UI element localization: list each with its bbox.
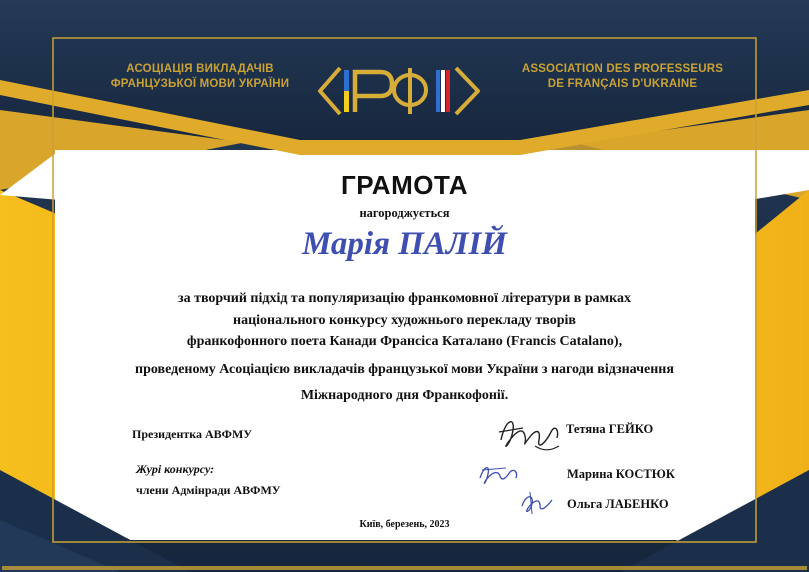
body-line-1: за творчий підхід та популяризацію франкомовної літератури в рамках <box>177 291 632 306</box>
body-line-5: Міжнародного дня Франкофонії. <box>300 388 509 403</box>
jury-member2-signature <box>518 488 558 518</box>
jury-member1-signature <box>476 458 522 492</box>
association-logo <box>310 62 490 120</box>
certificate-title: ГРАМОТА <box>341 170 468 200</box>
jury-label-line1: Журі конкурсу: <box>136 462 215 476</box>
jury-member2-name: Ольга ЛАБЕНКО <box>567 497 669 511</box>
jury-member1-name: Марина КОСТЮК <box>567 467 675 481</box>
org-name-ukrainian <box>95 62 305 92</box>
org-name-french-line1: ASSOCIATION DES PROFESSEURS <box>521 63 724 75</box>
body-line-3: франкофонного поета Канади Франсіса Каталано (Francis Catalano), <box>186 334 623 349</box>
president-label: Президентка АВФМУ <box>132 427 253 441</box>
body-line-4: проведеному Асоціацією викладачів французької мови України з нагоди відзначення <box>135 362 674 377</box>
place-date: Київ, березень, 2023 <box>359 519 450 530</box>
recipient-name: Марія ПАЛІЙ <box>301 226 508 262</box>
awarded-text: нагороджується <box>359 206 450 220</box>
president-name: Тетяна ГЕЙКО <box>566 422 654 436</box>
body-line-2: національного конкурсу художнього перекладу творів <box>233 313 576 328</box>
org-name-french <box>515 62 730 92</box>
president-signature <box>495 410 565 458</box>
org-name-french-line2: DE FRANÇAIS D'UKRAINE <box>547 78 698 90</box>
org-name-ukrainian-line1: АСОЦІАЦІЯ ВИКЛАДАЧІВ <box>126 63 274 75</box>
org-name-ukrainian-line2: ФРАНЦУЗЬКОЇ МОВИ УКРАЇНИ <box>110 78 290 90</box>
jury-label <box>136 462 281 498</box>
jury-label-line2: члени Адмінради АВФМУ <box>136 483 281 497</box>
